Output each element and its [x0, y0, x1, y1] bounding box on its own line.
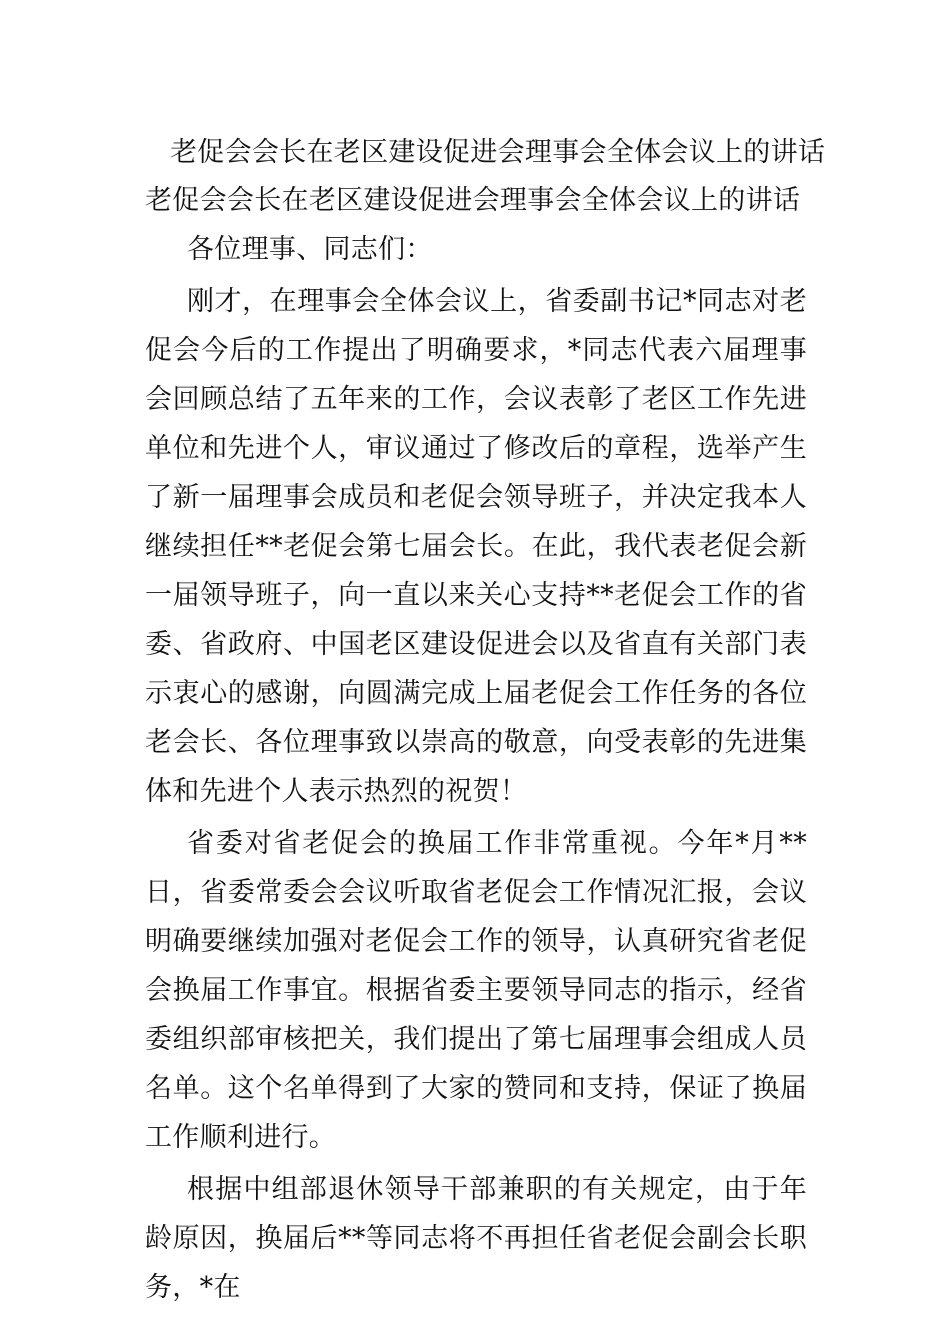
document-title: 老促会会长在老区建设促进会理事会全体会议上的讲话	[170, 137, 826, 168]
salutation: 各位理事、同志们：	[187, 234, 433, 265]
document-body	[145, 225, 807, 1315]
paragraph-3: 根据中组部退休领导干部兼职的有关规定，由于年龄原因，换届后**等同志将不再担任省老促会副会长职务，*在	[145, 1174, 807, 1303]
document-subtitle: 老促会会长在老区建设促进会理事会全体会议上的讲话	[145, 185, 801, 216]
paragraph-1: 刚才，在理事会全体会议上，省委副书记*同志对老促会今后的工作提出了明确要求，*同志代表六届理事会回顾总结了五年来的工作，会议表彰了老区工作先进单位和先进个人，审议通过了修改后的章程，选举产生了新一届理事会成员和老促会领导班子，并决定我本人继续担任**老促会第七届会长。在此，我代表老促会新一届领导班子，向一直以来关心支持**老促会工作的省委、省政府、中国老区建设促进会以及省直有关部门表示衷心的感谢，向圆满完成上届老促会工作任务的各位老会长、各位理事致以崇高的敬意，向受表彰的先进集体和先进个人表示热烈的祝贺！	[145, 286, 807, 807]
paragraph-2: 省委对省老促会的换届工作非常重视。今年*月**日，省委常委会会议听取省老促会工作情况汇报，会议明确要继续加强对老促会工作的领导，认真研究省老促会换届工作事宜。根据省委主要领导同志的指示，经省委组织部审核把关，我们提出了第七届理事会组成人员名单。这个名单得到了大家的赞同和支持，保证了换届工作顺利进行。	[145, 828, 807, 1153]
